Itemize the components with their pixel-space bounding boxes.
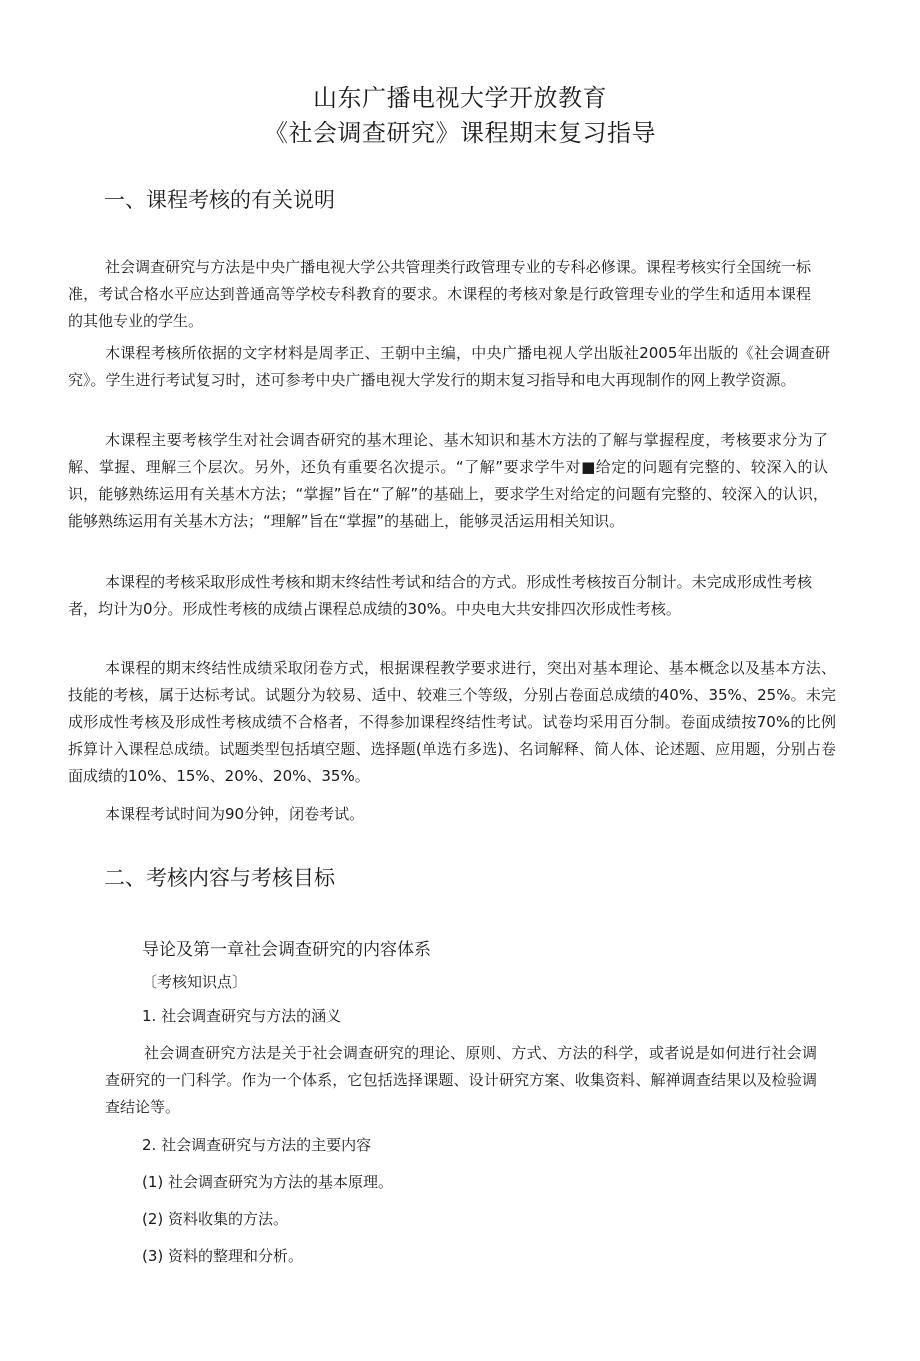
- content-subitem-1: (1) 社会调查研究为方法的基本原理。: [142, 1173, 394, 1191]
- section1-heading: 一、课程考核的有关说明: [104, 188, 335, 212]
- definition-para: 社会调查研究方法是关于社会调查研究的理论、原则、方式、方法的科学，或者说是如何进行社会调查研究的一门科学。作为一个体系，它包括选择课题、设计研究方案、收集资料、解禅调查结果以及检验调查结论等。: [105, 1044, 817, 1116]
- doc-title-line1: 山东广播电视大学开放教育: [313, 84, 607, 112]
- section1-para-6: 本课程考试时间为90分钟，闭卷考试。: [105, 805, 365, 823]
- section1-para-2: 木课程考核所依据的文字材料是周孝正、王朝中主编，中央广播电视人学出版社2005年出版的《社会调查研究》。学生进行考试复习时，述可参考中央广播电视大学发行的期末复习指导和电大再现制作的网上教学资源。: [68, 344, 830, 389]
- section1-para-5: 本课程的期末终结性成绩采取闭卷方式，根据课程教学要求进行，突出对基本理论、基本概念以及基本方法、技能的考核，属于达标考试。试题分为较易、适中、较难三个等级，分别占卷面总成绩的40%、35%、25%。未完成形成性考核及形成性考核成绩不合格者，不得参加课程终结性考试。试卷均采用百分制。卷面成绩按70%的比例拆算计入课程总成绩。试题类型包括填空题、选择题(单选冇多选)、名词解释、简人体、论述题、应用题，分别占卷面成绩的10%、15%、20%、20%、35%。: [68, 659, 836, 785]
- section1-para-1: 社会调查研究与方法是中央广播电视大学公共管理类行政管理专业的专科必修课。课程考核实行全国统一标准，考试合格水平应达到普通高等学校专科教育的要求。木课程的考核对象是行政管理专业的学生和适用本课程的其他专业的学生。: [68, 258, 811, 330]
- content-subitem-2: (2) 资料收集的方法。: [142, 1210, 289, 1228]
- content-subitem-3: (3) 资料的整理和分析。: [142, 1247, 304, 1265]
- section1-para-4: 本课程的考核采取形成性考核和期末终结性考试和结合的方式。形成性考核按百分制计。未完成形成性考核者，均计为0分。形成性考核的成绩占课程总成绩的30%。中央电大共安排四次形成性考核。: [68, 573, 812, 618]
- section2-heading: 二、考核内容与考核目标: [104, 866, 335, 890]
- chapter-heading: 导论及第一章社会调查研究的内容体系: [142, 940, 431, 960]
- doc-title-line2: 《社会调查研究》课程期末复习指导: [264, 119, 656, 147]
- knowledge-points-label: 〔考核知识点〕: [142, 973, 248, 991]
- knowledge-item-2: 2. 社会调查研究与方法的主要内容: [142, 1136, 372, 1154]
- knowledge-item-1: 1. 社会调查研究与方法的涵义: [142, 1007, 342, 1025]
- section1-para-3: 木课程主要考核学生对社会调杳研究的基木理论、基木知识和基木方法的了解与掌握程度，考核要求分为了解、掌握、理解三个层次。另外，还负有重要名次提示。“了解”要求学牛对■给定的问题有完整的、较深入的认识，能够熟练运用有关基木方法；“掌握”旨在“了解”的基础上，要求学生对给定的问题有完整的、较深入的认识，能够熟练运用有关基木方法；“理解”旨在“掌握”的基础上，能够灵活运用相关知识。: [68, 431, 828, 530]
